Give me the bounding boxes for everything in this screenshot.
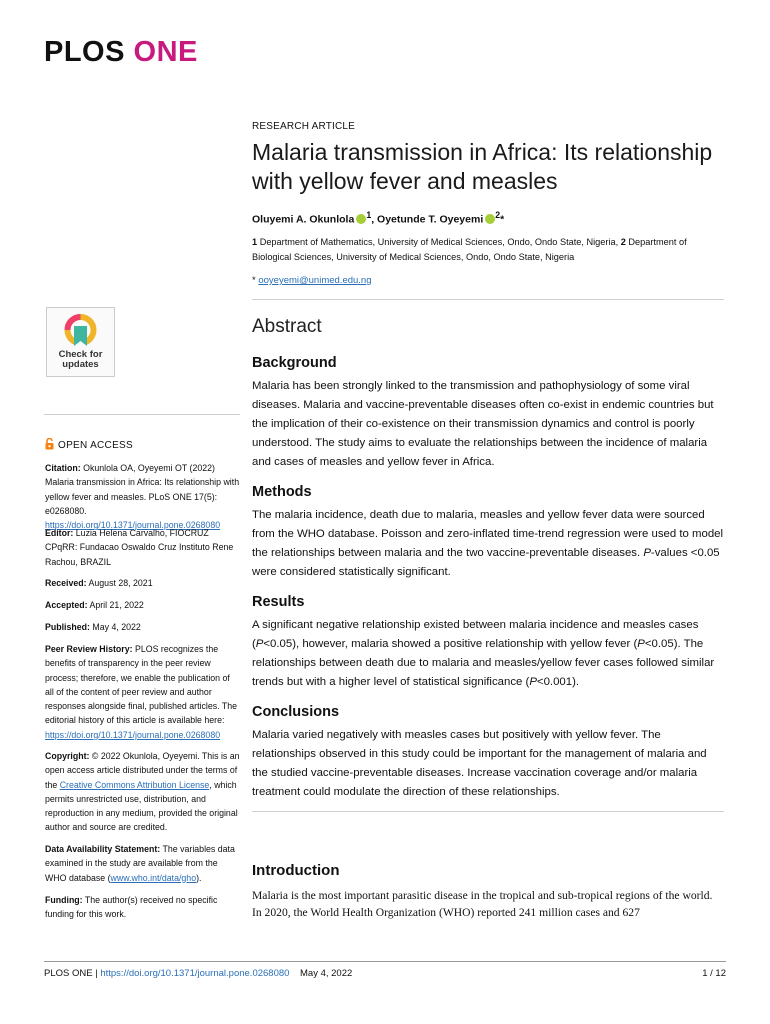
peer-review-doi-link[interactable]: https://doi.org/10.1371/journal.pone.0268080 xyxy=(45,729,221,740)
footer-date: May 4, 2022 xyxy=(300,968,353,979)
copyright-text-end: , which permits unrestricted use, distribution, and reproduction in any medium, provided the original author and source are credited. xyxy=(45,779,238,833)
affil-2-number: 2 xyxy=(620,237,626,247)
email-link[interactable]: ooyeyemi@unimed.edu.ng xyxy=(258,275,372,286)
article-type: RESEARCH ARTICLE xyxy=(252,121,356,132)
footer-divider xyxy=(44,961,726,962)
author-2-affil: 2 xyxy=(495,210,501,220)
article-title: Malaria transmission in Africa: Its relationship with yellow fever and measles xyxy=(252,139,713,194)
citation-text: Okunlola OA, Oyeyemi OT (2022) Malaria transmission in Africa: Its relationship with yellow fever and measles. PLoS ONE 17(5): e0268080. xyxy=(45,463,240,516)
open-access-label xyxy=(45,438,133,451)
sidebar-divider xyxy=(44,414,240,415)
funding-label: Funding: xyxy=(45,895,83,905)
page-footer xyxy=(44,968,726,979)
abstract-heading: Abstract xyxy=(252,316,322,337)
footer-journal: PLOS ONE xyxy=(44,968,93,979)
results-text-part: <0.05). The relationships between death due to malaria and measles/yellow fever cases followed similar trends but with a higher level of statistical significance ( xyxy=(252,638,715,688)
logo-plos: PLOS xyxy=(44,36,125,68)
header-divider xyxy=(252,299,724,300)
editor-label: Editor: xyxy=(45,528,74,538)
affil-1-number: 1 xyxy=(252,237,258,247)
results-text-part: <0.05), however, malaria showed a positive relationship with yellow fever ( xyxy=(263,638,638,650)
license-link[interactable]: Creative Commons Attribution License xyxy=(59,779,210,790)
published-block xyxy=(45,620,241,634)
editor-block xyxy=(45,526,241,569)
accepted-date: April 21, 2022 xyxy=(87,600,144,610)
background-text: Malaria has been strongly linked to the transmission and pathophysiology of some viral diseases. Malaria and vaccine-preventable diseases often co-exist in endemic countries but the implication of their co-existence on their transmission dynamics and control is poorly understood. The study aims to evaluate the relationships between the incidence of malaria and cases of measles and yellow fever in Africa. xyxy=(252,380,714,468)
author-1-affil: 1 xyxy=(366,210,372,220)
journal-logo[interactable] xyxy=(44,36,198,69)
citation-block xyxy=(45,461,241,532)
accepted-block xyxy=(45,598,241,612)
funding-text: The author(s) received no specific funding for this work. xyxy=(45,895,218,920)
open-access-text: OPEN ACCESS xyxy=(58,440,133,451)
citation-doi-link[interactable]: https://doi.org/10.1371/journal.pone.0268080 xyxy=(45,520,221,531)
copyright-label: Copyright: xyxy=(45,751,90,761)
editor-text: Luzia Helena Carvalho, FIOCRUZ CPqRR: Fundacao Oswaldo Cruz Instituto Rene Rachou, BRAZIL xyxy=(45,528,234,567)
affil-1-text: Department of Mathematics, University of Medical Sciences, Ondo, Ondo State, Nigeria, xyxy=(259,237,619,247)
introduction-text: Malaria is the most important parasitic disease in the tropical and sub-tropical regions of the world. In 2020, the World Health Organization (WHO) reported 241 million cases and 627 xyxy=(252,889,713,919)
peer-review-block xyxy=(45,642,241,742)
accepted-label: Accepted: xyxy=(45,600,88,610)
methods-text-part: The malaria incidence, death due to malaria, measles and yellow fever data were sourced from the WHO database. Poisson and zero-inflated time-trend regression were used to model the relationships between malaria and the two vaccine-preventable diseases. xyxy=(252,509,724,559)
citation-label: Citation: xyxy=(45,463,81,473)
results-text xyxy=(252,616,724,692)
p-symbol: P xyxy=(529,676,537,688)
received-label: Received: xyxy=(45,578,87,588)
published-label: Published: xyxy=(45,622,90,632)
page-number: 1 / 12 xyxy=(702,968,726,979)
copyright-block xyxy=(45,749,241,835)
affil-2-text: Department of Biological Sciences, University of Medical Sciences, Ondo, Ondo State, Nigeria xyxy=(252,237,687,262)
author-list xyxy=(252,210,732,226)
methods-text xyxy=(252,506,724,582)
affiliations xyxy=(252,235,727,264)
corresponding-star: * xyxy=(252,275,256,286)
check-for-updates-text xyxy=(47,350,114,370)
methods-text-part: -values <0.05 were considered statistically significant. xyxy=(252,547,720,578)
orcid-icon[interactable] xyxy=(356,214,366,224)
peer-review-label: Peer Review History: xyxy=(45,644,133,654)
results-text-part: A significant negative relationship existed between malaria incidence and measles cases ( xyxy=(252,619,699,650)
methods-heading: Methods xyxy=(252,484,312,500)
corresponding-email xyxy=(252,275,372,286)
footer-doi-link[interactable]: https://doi.org/10.1371/journal.pone.0268080 xyxy=(100,968,290,979)
results-text-part: <0.001). xyxy=(536,676,580,688)
data-availability-text: The variables data examined in the study are available from the WHO database ( xyxy=(45,844,235,883)
background-heading: Background xyxy=(252,355,337,371)
abstract-divider xyxy=(252,811,724,812)
results-heading: Results xyxy=(252,594,305,610)
open-access-lock-icon xyxy=(45,438,54,450)
funding-block xyxy=(45,893,241,922)
data-availability-text-end: ). xyxy=(196,872,202,883)
author-2: Oyetunde T. Oyeyemi xyxy=(377,213,484,226)
peer-review-text: PLOS recognizes the benefits of transparency in the peer review process; therefore, we enable the publication of all of the content of peer review and author responses alongside final, published articles. The editorial history of this article is available here: xyxy=(45,644,238,726)
conclusions-heading: Conclusions xyxy=(252,704,340,720)
data-availability-block xyxy=(45,842,241,885)
author-separator: , xyxy=(371,213,378,226)
crossmark-icon xyxy=(47,310,114,352)
published-date: May 4, 2022 xyxy=(89,622,141,632)
orcid-icon[interactable] xyxy=(485,214,495,224)
p-symbol: P xyxy=(255,638,264,650)
author-1: Oluyemi A. Okunlola xyxy=(252,213,355,226)
received-date: August 28, 2021 xyxy=(86,578,153,588)
conclusions-text: Malaria varied negatively with measles cases but positively with yellow fever. The relationships observed in this study could be important for the management of malaria and the studied vaccine-preventable diseases. Increase vaccination coverage and/or malaria treatment could modulate the direction of these relationships. xyxy=(252,729,707,798)
copyright-text: © 2022 Okunlola, Oyeyemi. This is an open access article distributed under the terms of the xyxy=(45,751,240,790)
corresponding-mark: * xyxy=(500,213,505,226)
received-block xyxy=(45,576,241,590)
introduction-heading: Introduction xyxy=(252,862,340,879)
check-for-updates-line1: Check for xyxy=(58,349,103,360)
p-symbol: P xyxy=(637,638,645,650)
check-for-updates-line2: updates xyxy=(62,359,99,370)
data-availability-label: Data Availability Statement: xyxy=(45,844,161,854)
check-for-updates-badge[interactable] xyxy=(46,307,115,377)
logo-one: ONE xyxy=(133,36,198,68)
footer-separator: | xyxy=(92,968,101,979)
who-data-link[interactable]: www.who.int/data/gho xyxy=(110,872,197,883)
p-symbol: P xyxy=(643,547,651,559)
